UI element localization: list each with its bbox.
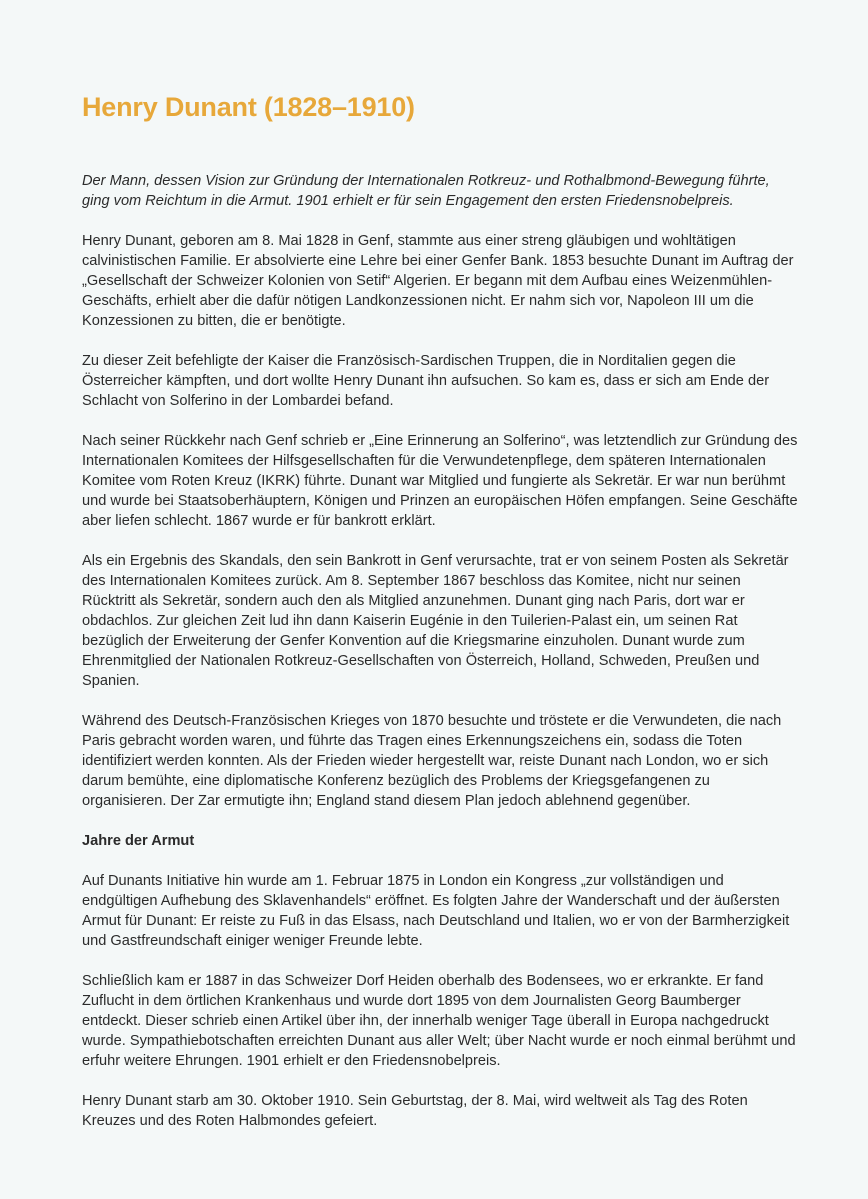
- body-paragraph-1: Henry Dunant, geboren am 8. Mai 1828 in Genf, stammte aus einer streng gläubigen und wohltätigen calvinistischen Familie. Er absolvierte eine Lehre bei einer Genfer Bank. 1853 besuchte Dunant im Auftrag der „Gesellschaft der Schweizer Kolonien von Setif“ Algerien. Er begann mit dem Aufbau eines Weizenmühlen-Geschäfts, erhielt aber die dafür nötigen Landkonzessionen nicht. Er nahm sich vor, Napoleon III um die Konzessionen zu bitten, die er benötigte.: [82, 233, 794, 329]
- section-heading: Jahre der Armut: [82, 833, 195, 849]
- page-title: Henry Dunant (1828–1910): [82, 92, 415, 122]
- lead-paragraph: Der Mann, dessen Vision zur Gründung der Internationalen Rotkreuz- und Rothalbmond-Bewegung führte, ging vom Reichtum in die Armut. 1901 erhielt er für sein Engagement den ersten Friedensnobelpreis.: [82, 173, 770, 209]
- section-paragraph-1: Auf Dunants Initiative hin wurde am 1. Februar 1875 in London ein Kongress „zur vollständigen und endgültigen Aufhebung des Sklavenhandels“ eröffnet. Es folgten Jahre der Wanderschaft und der äußersten Armut für Dunant: Er reiste zu Fuß in das Elsass, nach Deutschland und Italien, wo er von der Barmherzigkeit und Gastfreundschaft einiger weniger Freunde lebte.: [82, 873, 790, 949]
- section-paragraph-3: Henry Dunant starb am 30. Oktober 1910. Sein Geburtstag, der 8. Mai, wird weltweit als Tag des Roten Kreuzes und des Roten Halbmondes gefeiert.: [82, 1093, 748, 1129]
- body-paragraph-2: Zu dieser Zeit befehligte der Kaiser die Französisch-Sardischen Truppen, die in Norditalien gegen die Österreicher kämpften, und dort wollte Henry Dunant ihn aufsuchen. So kam es, dass er sich am Ende der Schlacht von Solferino in der Lombardei befand.: [82, 353, 770, 409]
- section-paragraph-2: Schließlich kam er 1887 in das Schweizer Dorf Heiden oberhalb des Bodensees, wo er erkrankte. Er fand Zuflucht in dem örtlichen Krankenhaus und wurde dort 1895 von dem Journalisten Georg Baumberger entdeckt. Dieser schrieb einen Artikel über ihn, der innerhalb weniger Tage überall in Europa nachgedruckt wurde. Sympathiebotschaften erreichten Dunant aus aller Welt; über Nacht wurde er noch einmal berühmt und erfuhr weitere Ehrungen. 1901 erhielt er den Friedensnobelpreis.: [82, 973, 796, 1069]
- body-paragraph-4: Als ein Ergebnis des Skandals, den sein Bankrott in Genf verursachte, trat er von seinem Posten als Sekretär des Internationalen Komitees zurück. Am 8. September 1867 beschloss das Komitee, nicht nur seinen Rücktritt als Sekretär, sondern auch den als Mitglied anzunehmen. Dunant ging nach Paris, dort war er obdachlos. Zur gleichen Zeit lud ihn dann Kaiserin Eugénie in den Tuilerien-Palast ein, um seinen Rat bezüglich der Erweiterung der Genfer Konvention auf die Kriegsmarine einzuholen. Dunant wurde zum Ehrenmitglied der Nationalen Rotkreuz-Gesellschaften von Österreich, Holland, Schweden, Preußen und Spanien.: [82, 553, 789, 689]
- body-paragraph-5: Während des Deutsch-Französischen Krieges von 1870 besuchte und tröstete er die Verwundeten, die nach Paris gebracht worden waren, und führte das Tragen eines Erkennungszeichens ein, sodass die Toten identifiziert werden konnten. Als der Frieden wieder hergestellt war, reiste Dunant nach London, wo er sich darum bemühte, eine diplomatische Konferenz bezüglich des Problems der Kriegsgefangenen zu organisieren. Der Zar ermutigte ihn; England stand diesem Plan jedoch ablehnend gegenüber.: [82, 713, 782, 809]
- body-paragraph-3: Nach seiner Rückkehr nach Genf schrieb er „Eine Erinnerung an Solferino“, was letztendlich zur Gründung des Internationalen Komitees der Hilfsgesellschaften für die Verwundetenpflege, dem späteren Internationalen Komitee vom Roten Kreuz (IKRK) führte. Dunant war Mitglied und fungierte als Sekretär. Er war nun berühmt und wurde bei Staatsoberhäuptern, Königen und Prinzen an europäischen Höfen empfangen. Seine Geschäfte aber liefen schlecht. 1867 wurde er für bankrott erklärt.: [82, 433, 798, 529]
